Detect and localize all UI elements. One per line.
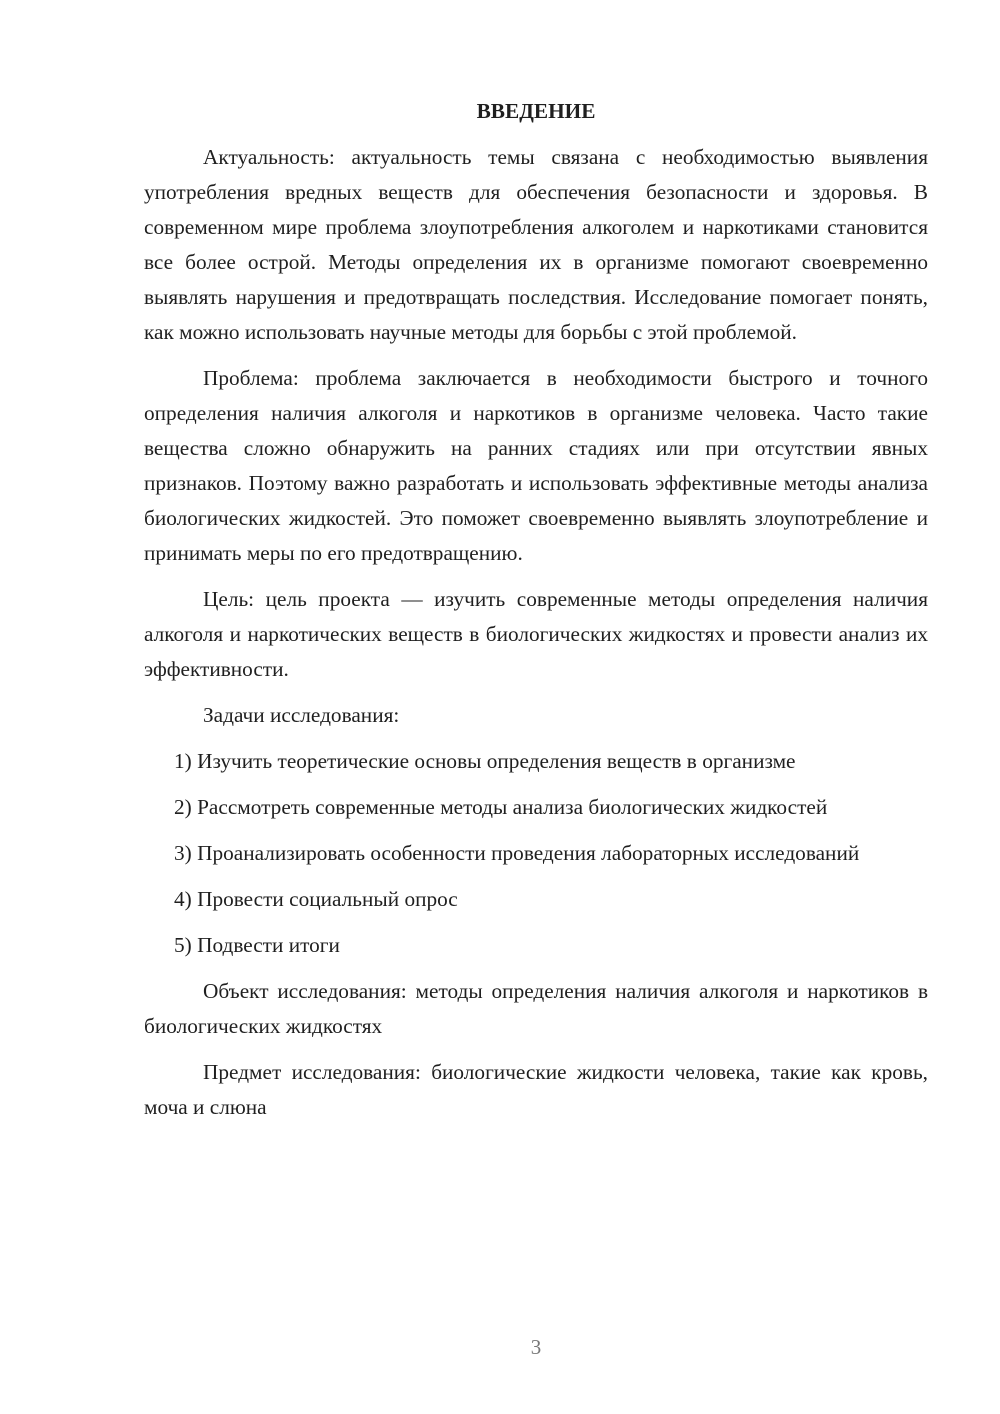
task-item-4: 4) Провести социальный опрос bbox=[174, 887, 458, 911]
relevance-paragraph: Актуальность: актуальность темы связана с необходимостью выявления употребления вредных веществ для обеспечения безопасности и здоровья. В современном мире проблема злоупотребления алкоголем и наркотиками становится все более острой. Методы определения их в организме помогают своевременно выявлять нарушения и предотвращать последствия. Исследование помогает понять, как можно использовать научные методы для борьбы с этой проблемой. bbox=[144, 145, 928, 344]
goal-paragraph: Цель: цель проекта — изучить современные методы определения наличия алкоголя и наркотических веществ в биологических жидкостях и провести анализ их эффективности. bbox=[144, 587, 928, 681]
document-page bbox=[144, 96, 928, 1136]
page-number: 3 bbox=[530, 1335, 542, 1359]
tasks-heading: Задачи исследования: bbox=[203, 703, 400, 727]
problem-paragraph: Проблема: проблема заключается в необходимости быстрого и точного определения наличия алкоголя и наркотиков в организме человека. Часто такие вещества сложно обнаружить на ранних стадиях или при отсутствии явных признаков. Поэтому важно разработать и использовать эффективные методы анализа биологических жидкостей. Это поможет своевременно выявлять злоупотребление и принимать меры по его предотвращению. bbox=[144, 366, 928, 565]
task-item-1: 1) Изучить теоретические основы определения веществ в организме bbox=[174, 749, 796, 773]
task-item-3: 3) Проанализировать особенности проведения лабораторных исследований bbox=[174, 841, 860, 865]
task-item-2: 2) Рассмотреть современные методы анализа биологических жидкостей bbox=[174, 795, 828, 819]
task-item-5: 5) Подвести итоги bbox=[174, 933, 340, 957]
object-paragraph: Объект исследования: методы определения наличия алкоголя и наркотиков в биологических жидкостях bbox=[144, 979, 928, 1038]
subject-paragraph: Предмет исследования: биологические жидкости человека, такие как кровь, моча и слюна bbox=[144, 1060, 928, 1119]
document-title: ВВЕДЕНИЕ bbox=[476, 99, 596, 123]
